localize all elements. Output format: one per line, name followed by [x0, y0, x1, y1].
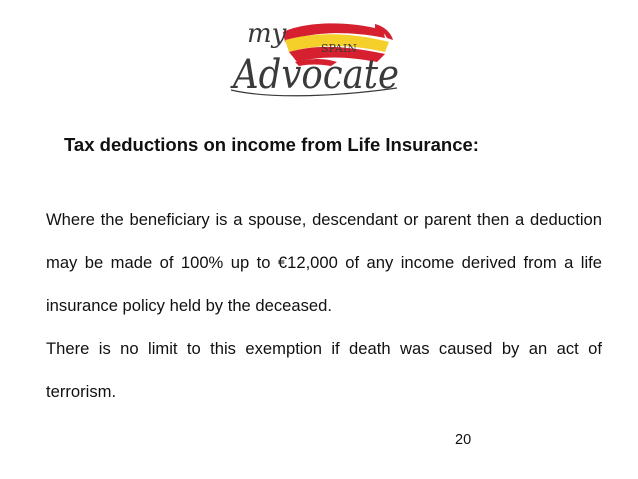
paragraph-terrorism-exemption: There is no limit to this exemption if death was caused by an act of terrorism.: [46, 339, 602, 401]
logo-my-text: my: [247, 19, 287, 49]
paragraph-beneficiary-deduction: Where the beneficiary is a spouse, descendant or parent then a deduction may be made of 100% up to €12,000 of any income derived from a life insurance policy held by the deceased.: [46, 210, 602, 315]
logo-main-text: Advocate: [229, 52, 399, 98]
logo-badge-text: SPAIN: [321, 42, 357, 55]
slide-title: Tax deductions on income from Life Insurance:: [64, 134, 479, 155]
page-number: 20: [455, 432, 472, 448]
my-spain-advocate-logo: [225, 8, 405, 103]
logo-graphic: [225, 8, 405, 103]
